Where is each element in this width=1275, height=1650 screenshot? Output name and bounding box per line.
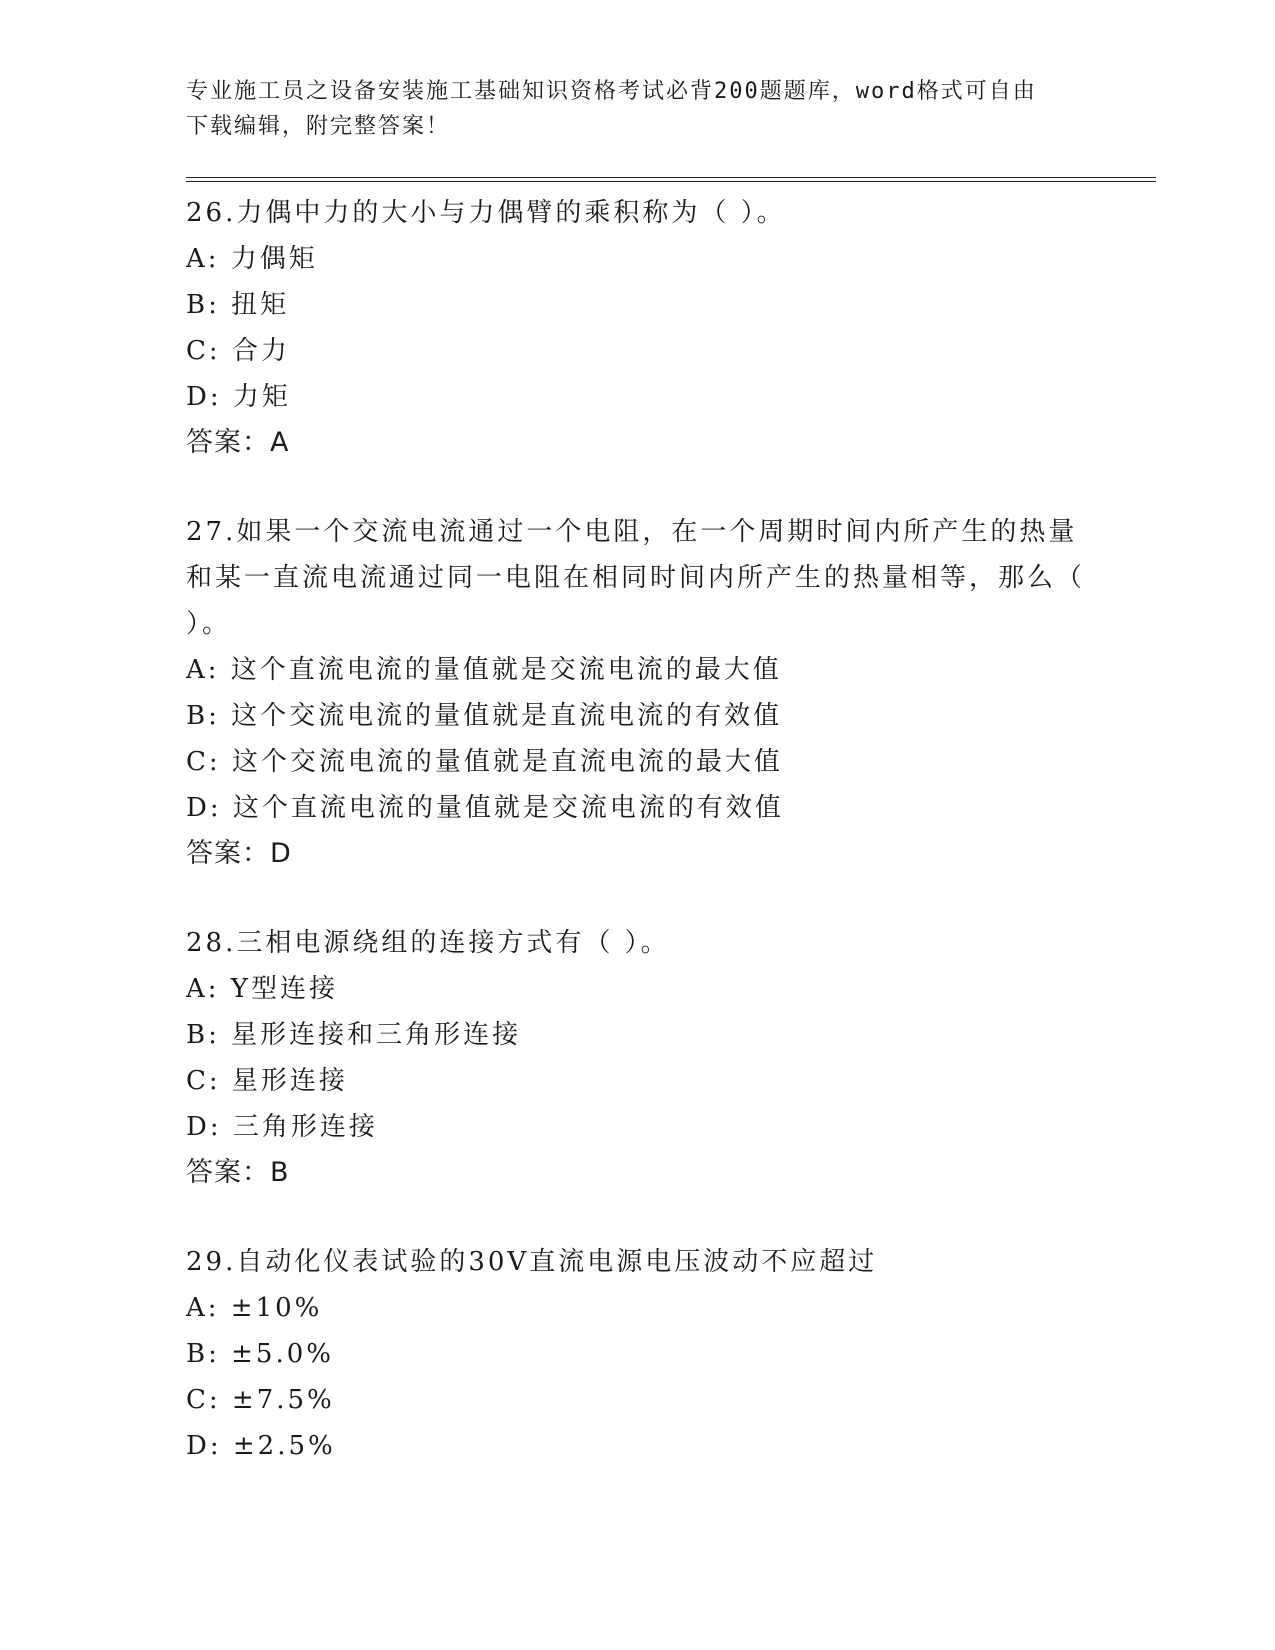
option-a: A: Y型连接 (186, 974, 338, 1004)
option-c: C: 这个交流电流的量值就是直流电流的最大值 (186, 747, 783, 777)
header-line-2: 下载编辑，附完整答案！ (186, 114, 451, 139)
document-header (186, 74, 1086, 144)
header-divider (186, 177, 1156, 182)
question-29 (186, 1239, 1086, 1469)
question-stem: 28.三相电源绕组的连接方式有（ ）。 (186, 928, 670, 958)
question-list (186, 190, 1086, 1512)
option-c: C: ±7.5% (186, 1385, 335, 1415)
answer-label: 答案：A (186, 427, 290, 458)
option-c: C: 星形连接 (186, 1066, 348, 1096)
option-b: B: ±5.0% (186, 1339, 334, 1369)
question-26 (186, 190, 1086, 466)
question-stem: 27.如果一个交流电流通过一个电阻，在一个周期时间内所产生的热量和某一直流电流通过同一电阻在相同时间内所产生的热量相等，那么（ ）。 (186, 517, 1086, 639)
option-a: A: 力偶矩 (186, 244, 318, 274)
option-a: A: 这个直流电流的量值就是交流电流的最大值 (186, 655, 782, 685)
question-stem: 26.力偶中力的大小与力偶臂的乘积称为（ ）。 (186, 198, 786, 228)
option-c: C: 合力 (186, 336, 290, 366)
question-27 (186, 509, 1086, 877)
option-d: D: 力矩 (186, 382, 291, 412)
option-a: A: ±10% (186, 1293, 323, 1323)
option-b: B: 扭矩 (186, 290, 290, 320)
header-line-1: 专业施工员之设备安装施工基础知识资格考试必背200题题库，word格式可自由 (186, 79, 1037, 104)
answer-label: 答案：D (186, 838, 292, 869)
option-b: B: 星形连接和三角形连接 (186, 1020, 522, 1050)
option-d: D: ±2.5% (186, 1431, 336, 1461)
option-d: D: 三角形连接 (186, 1112, 378, 1142)
option-d: D: 这个直流电流的量值就是交流电流的有效值 (186, 793, 784, 823)
option-b: B: 这个交流电流的量值就是直流电流的有效值 (186, 701, 783, 731)
question-stem: 29.自动化仪表试验的30V直流电源电压波动不应超过 (186, 1247, 878, 1277)
answer-label: 答案：B (186, 1157, 290, 1188)
question-28 (186, 920, 1086, 1196)
